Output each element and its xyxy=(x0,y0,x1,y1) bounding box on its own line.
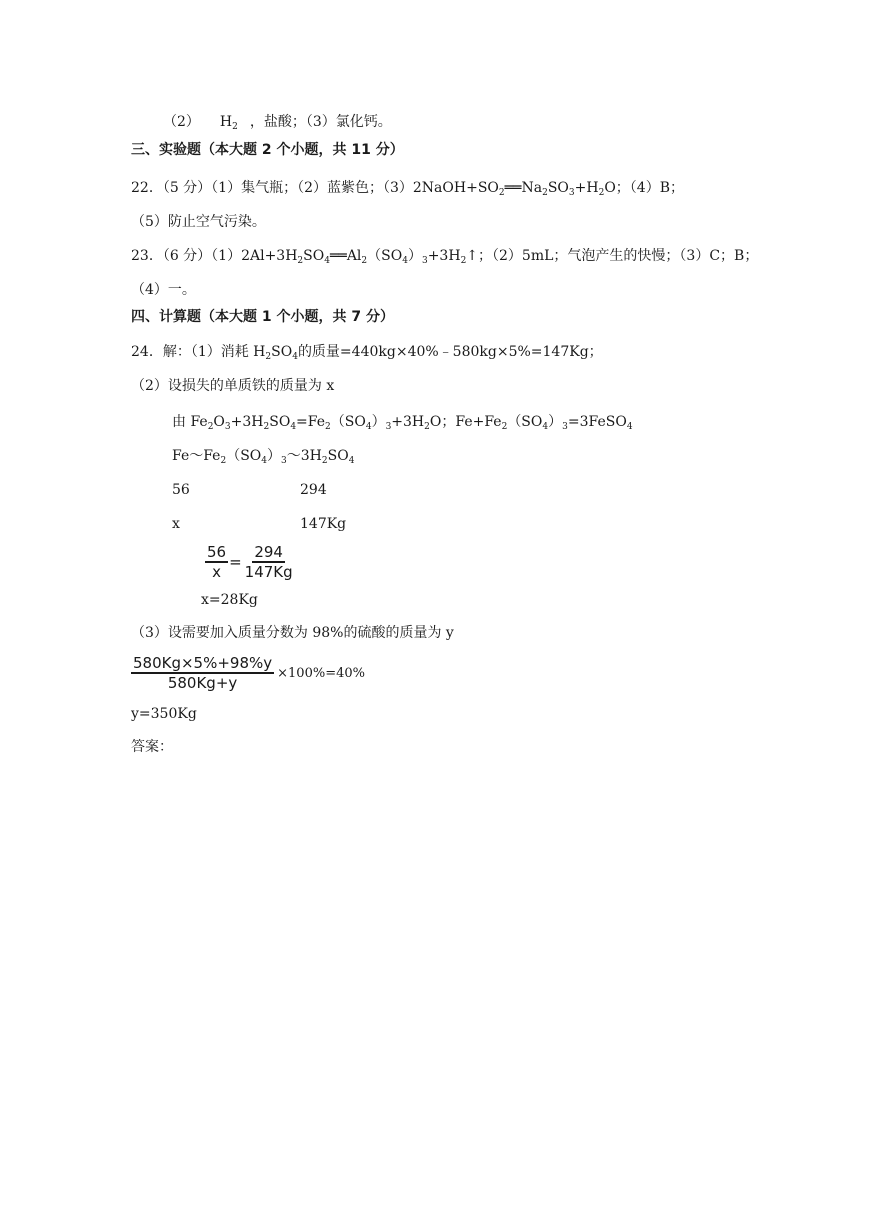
ratio-row2-left: x xyxy=(172,516,180,532)
line-q24-part1: 24．解：（1）消耗 $H_2SO_4$的质量=440kg×40%﹣580kg×5%=147Kg； xyxy=(131,344,603,362)
line-q22-continued: （5）防止空气污染。 xyxy=(131,214,266,230)
x-result: x=28Kg xyxy=(201,592,258,608)
line-q22: 22．（5 分）（1）集气瓶；（2）蓝紫色；$(3)2NaOH+SO_2══Na_2SO_3+H_2O$；（4）B； xyxy=(131,180,685,198)
fraction-tail: ×100%=40% xyxy=(277,665,365,681)
ratio-row1-right: 294 xyxy=(300,482,327,498)
concentration-fraction xyxy=(131,654,365,692)
y-result: y=350Kg xyxy=(131,706,197,722)
line-q24-part3: （3）设需要加入质量分数为 98%的硫酸的质量为 y xyxy=(131,625,454,641)
section-heading-experiment: 三、实验题（本大题 2 个小题，共 11 分） xyxy=(131,142,404,158)
fraction-right: $\frac{294}{147Kg}$ xyxy=(244,543,293,581)
section-heading-calculation: 四、计算题（本大题 1 个小题，共 7 分） xyxy=(131,309,394,325)
line-q23: 23．（6 分）$(1)2Al+3H_2SO_4══Al_2(SO_4)_3+3H_2↑$；（2）5mL；气泡产生的快慢；（3）C；B； xyxy=(131,248,759,266)
line-q23-continued: （4）一。 xyxy=(131,282,196,298)
equation-reactions: 由 $Fe_2O_3+3H_2SO_4=Fe_2(SO_4)_3+3H_2O$；$Fe+Fe_2(SO_4)_3=3FeSO_4$ xyxy=(172,414,633,432)
fraction-left: $\frac{56}{x}$ xyxy=(207,543,227,581)
line-q24-part2: （2）设损失的单质铁的质量为 x xyxy=(131,378,335,394)
proportion-fraction: $\frac{56}{x}$ = $\frac{294}{147Kg}$ xyxy=(207,543,293,581)
ratio-row1-left: 56 xyxy=(172,482,190,498)
answer-label: 答案： xyxy=(131,739,173,755)
fraction-concentration: $\frac{580Kg\times 5\%+98\%y}{580Kg+y}$ xyxy=(133,654,273,692)
ratio-row2-right: 147Kg xyxy=(300,516,347,532)
equation-relation: $Fe\sim Fe_2(SO_4)_3\sim 3H_2SO_4$ xyxy=(172,448,355,466)
line-q21-part2: （2） $H_2$ ，盐酸；（3）氯化钙。 xyxy=(163,114,392,132)
